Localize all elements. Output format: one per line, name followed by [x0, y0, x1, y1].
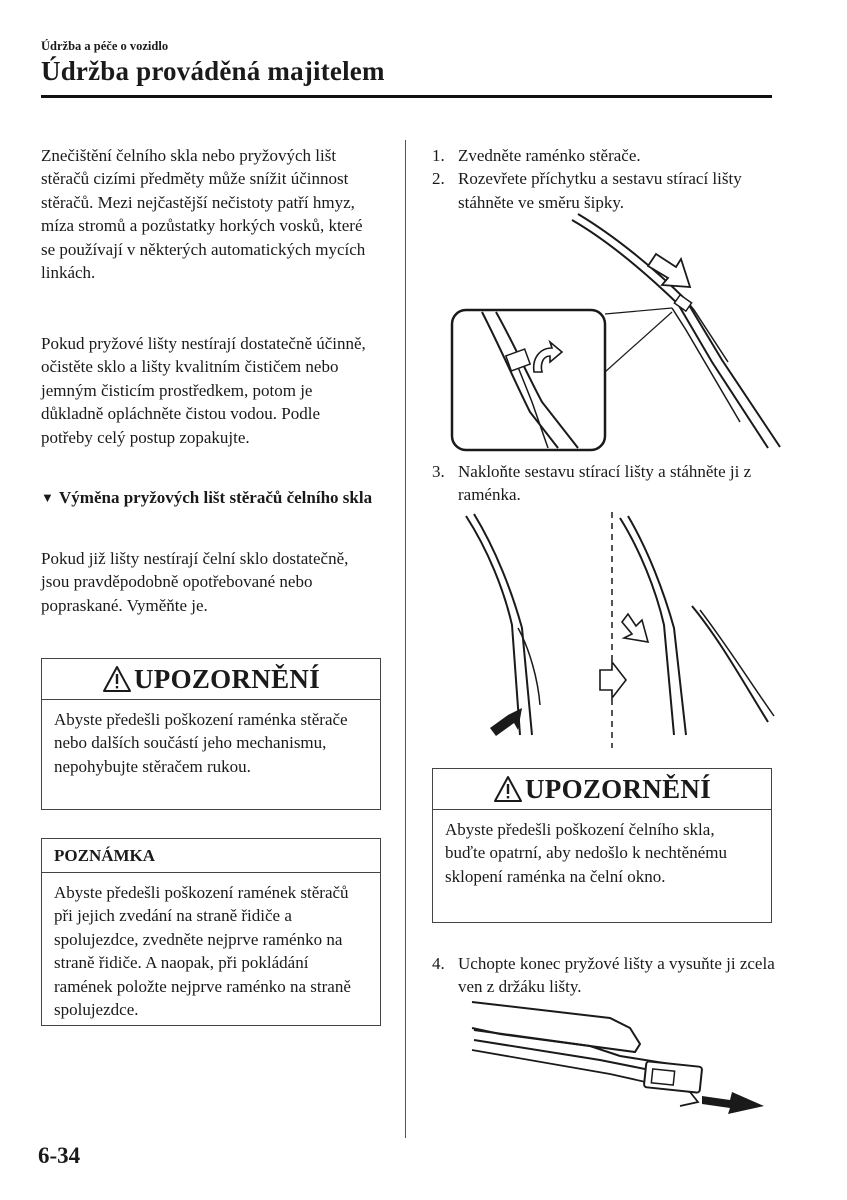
warning-text: Abyste předešli poškození čelního skla, buďte opatrní, aby nedošlo k nechtěnému sklopení raménka na čelní okno.: [445, 820, 727, 886]
column-divider: [405, 140, 406, 1138]
step-number: 2.: [432, 169, 445, 189]
triangle-marker-icon: ▼: [41, 490, 54, 505]
wiper-rubber-illustration: [470, 1000, 770, 1115]
step-text: Zvedněte raménko stěrače.: [458, 146, 641, 165]
warning-header: [42, 659, 380, 700]
title-divider: [41, 95, 772, 98]
page-title: Údržba prováděná majitelem: [41, 56, 385, 86]
page-number: 6-34: [38, 1143, 81, 1168]
subsection-heading: [41, 486, 376, 509]
cleaning-paragraph: Pokud pryžové lišty nestírají dostatečně účinně, očistěte sklo a lišty kvalitním čističem nebo jemným čisticím prostředkem, potom je důkladně opláchněte čistou vodou. Podle potřeby celý postup zopakujte.: [41, 334, 366, 447]
step-text: Nakloňte sestavu stírací lišty a stáhněte ji z raménka.: [458, 462, 752, 505]
subsection-heading-text: Výměna pryžových lišt stěračů čelního skla: [59, 488, 373, 507]
note-header: [42, 839, 380, 873]
step-text: Rozevřete příchytku a sestavu stírací lišty stáhněte ve směru šipky.: [458, 169, 742, 212]
note-text: Abyste předešli poškození ramének stěračů při jejich zvedání na straně řidiče a spolujezdce, zvedněte nejprve raménko na straně řidiče. A naopak, při pokládání ramének položte nejprve raménko na straně spolujezdce.: [54, 883, 351, 1020]
steps-list-b: [432, 460, 777, 507]
step-number: 1.: [432, 146, 445, 165]
step-number: 4.: [432, 954, 445, 973]
step-2: [432, 167, 772, 214]
step-4: [432, 952, 777, 999]
note-title: POZNÁMKA: [54, 845, 156, 865]
note-box: [41, 838, 381, 1026]
wiper-tilt-illustration: [460, 510, 775, 750]
step-1: [432, 144, 772, 167]
warning-text: Abyste předešli poškození raménka stěrače nebo dalších součástí jeho mechanismu, nepohybujte stěračem rukou.: [54, 710, 348, 776]
step-number: 3.: [432, 462, 445, 481]
steps-list-c: [432, 952, 777, 999]
intro-paragraph: Znečištění čelního skla nebo pryžových lišt stěračů cizími předměty může snížit účinnost stěračů. Mezi nejčastější nečistoty patří hmyz, míza stromů a pozůstatky horkých vosků, které se používají v některých automatických mycích linkách.: [41, 146, 366, 283]
step-text: Uchopte konec pryžové lišty a vysuňte ji zcela ven z držáku lišty.: [458, 954, 775, 997]
section-label: Údržba a péče o vozidlo: [41, 39, 169, 53]
warning-triangle-icon: [102, 665, 132, 693]
warning-header: [433, 769, 771, 810]
warning-triangle-icon: [493, 775, 523, 803]
step-3: [432, 460, 777, 507]
steps-list-a: [432, 144, 772, 214]
warning-box: [41, 658, 381, 810]
warning-box-right: [432, 768, 772, 923]
wiper-clip-illustration: [450, 212, 785, 457]
replacement-paragraph: Pokud již lišty nestírají čelní sklo dostatečně, jsou pravděpodobně opotřebované nebo popraskané. Vyměňte je.: [41, 549, 349, 615]
warning-title: UPOZORNĚNÍ: [133, 663, 320, 694]
warning-title: UPOZORNĚNÍ: [524, 773, 711, 804]
